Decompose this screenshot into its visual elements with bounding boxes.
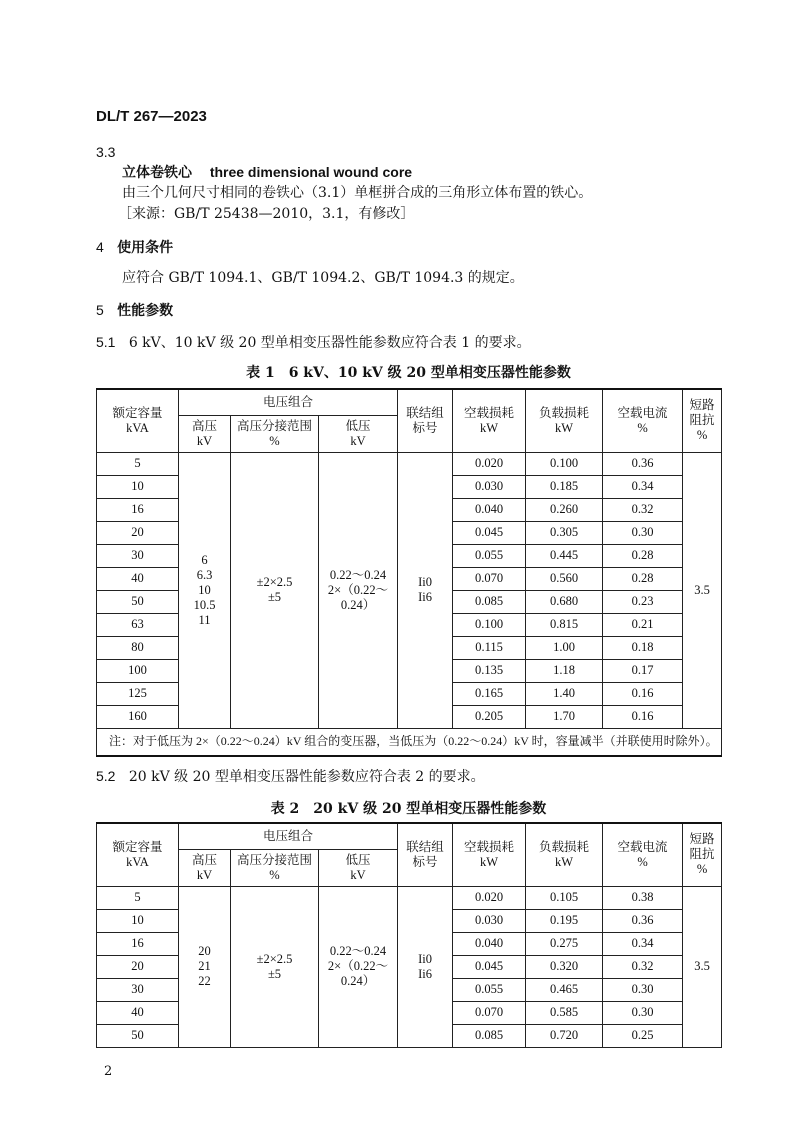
header-voltage-group: 电压组合 <box>179 823 398 849</box>
cell-capacity: 10 <box>97 475 179 498</box>
cell-capacity: 160 <box>97 705 179 728</box>
cell-hv: 6 6.3 10 10.5 11 <box>179 452 231 728</box>
document-id: DL/T 267—2023 <box>96 108 207 125</box>
table-1 <box>96 388 722 757</box>
cell-noload-current: 0.16 <box>603 705 683 728</box>
cell-noload-loss: 0.085 <box>453 590 526 613</box>
cell-noload-loss: 0.055 <box>453 544 526 567</box>
cell-connection: Ii0 Ii6 <box>398 452 453 728</box>
cell-noload-loss: 0.055 <box>453 978 526 1001</box>
cell-load-loss: 1.18 <box>526 659 603 682</box>
header-lv: 低压 kV <box>319 415 398 452</box>
cell-noload-current: 0.30 <box>603 1001 683 1024</box>
cell-load-loss: 1.00 <box>526 636 603 659</box>
cell-hv: 20 21 22 <box>179 886 231 1047</box>
cell-noload-loss: 0.040 <box>453 498 526 521</box>
header-noload-current: 空载电流 % <box>603 389 683 452</box>
header-load-loss: 负载损耗 kW <box>526 389 603 452</box>
header-noload-loss: 空载损耗 kW <box>453 823 526 886</box>
cell-noload-current: 0.18 <box>603 636 683 659</box>
header-impedance: 短路 阻抗 % <box>683 823 722 886</box>
clause-5-2-number: 5.2 <box>96 768 116 784</box>
cell-connection: Ii0 Ii6 <box>398 886 453 1047</box>
header-noload-current: 空载电流 % <box>603 823 683 886</box>
cell-load-loss: 0.720 <box>526 1024 603 1047</box>
cell-capacity: 5 <box>97 452 179 475</box>
cell-noload-current: 0.32 <box>603 955 683 978</box>
cell-noload-current: 0.36 <box>603 452 683 475</box>
cell-capacity: 30 <box>97 544 179 567</box>
cell-load-loss: 1.40 <box>526 682 603 705</box>
clause-5-1-text: 6 kV、10 kV 级 20 型单相变压器性能参数应符合表 1 的要求。 <box>128 335 531 351</box>
cell-capacity: 5 <box>97 886 179 909</box>
clause-5-2 <box>96 766 485 787</box>
table-row <box>97 886 722 909</box>
cell-load-loss: 0.305 <box>526 521 603 544</box>
cell-noload-current: 0.28 <box>603 544 683 567</box>
header-capacity: 额定容量 kVA <box>97 389 179 452</box>
cell-lv: 0.22～0.24 2×（0.22～ 0.24） <box>319 452 398 728</box>
cell-load-loss: 0.260 <box>526 498 603 521</box>
header-hv: 高压 kV <box>179 849 231 886</box>
section-5-heading <box>96 300 173 321</box>
cell-capacity: 63 <box>97 613 179 636</box>
cell-capacity: 50 <box>97 1024 179 1047</box>
cell-load-loss: 0.815 <box>526 613 603 636</box>
header-connection: 联结组 标号 <box>398 823 453 886</box>
section-4-body: 应符合 GB/T 1094.1、GB/T 1094.2、GB/T 1094.3 的规定。 <box>122 270 524 286</box>
header-tap: 高压分接范围 % <box>231 849 319 886</box>
page-number: 2 <box>104 1064 113 1079</box>
cell-load-loss: 0.465 <box>526 978 603 1001</box>
header-connection: 联结组 标号 <box>398 389 453 452</box>
cell-capacity: 30 <box>97 978 179 1001</box>
cell-noload-loss: 0.115 <box>453 636 526 659</box>
cell-noload-current: 0.30 <box>603 521 683 544</box>
cell-load-loss: 0.445 <box>526 544 603 567</box>
cell-load-loss: 0.560 <box>526 567 603 590</box>
cell-capacity: 40 <box>97 567 179 590</box>
cell-load-loss: 0.680 <box>526 590 603 613</box>
term-en: three dimensional wound core <box>209 164 413 180</box>
cell-noload-loss: 0.085 <box>453 1024 526 1047</box>
cell-noload-current: 0.34 <box>603 932 683 955</box>
header-lv: 低压 kV <box>319 849 398 886</box>
cell-impedance: 3.5 <box>683 452 722 728</box>
cell-noload-loss: 0.020 <box>453 452 526 475</box>
clause-5-1-number: 5.1 <box>96 334 116 350</box>
section-4-title: 使用条件 <box>117 240 174 256</box>
table-2-caption: 表 2 20 kV 级 20 型单相变压器性能参数 <box>270 801 547 817</box>
cell-load-loss: 1.70 <box>526 705 603 728</box>
cell-noload-loss: 0.040 <box>453 932 526 955</box>
cell-capacity: 100 <box>97 659 179 682</box>
cell-noload-loss: 0.100 <box>453 613 526 636</box>
cell-noload-loss: 0.045 <box>453 955 526 978</box>
header-load-loss: 负载损耗 kW <box>526 823 603 886</box>
cell-capacity: 10 <box>97 909 179 932</box>
cell-noload-loss: 0.070 <box>453 1001 526 1024</box>
clause-3-3-number: 3.3 <box>96 144 116 160</box>
cell-noload-loss: 0.030 <box>453 909 526 932</box>
cell-tap-range: ±2×2.5 ±5 <box>231 886 319 1047</box>
cell-capacity: 20 <box>97 521 179 544</box>
cell-noload-loss: 0.165 <box>453 682 526 705</box>
clause-5-2-text: 20 kV 级 20 型单相变压器性能参数应符合表 2 的要求。 <box>128 769 485 785</box>
term-source: ［来源：GB/T 25438—2010，3.1，有修改］ <box>118 206 415 222</box>
cell-noload-current: 0.23 <box>603 590 683 613</box>
cell-load-loss: 0.585 <box>526 1001 603 1024</box>
cell-tap-range: ±2×2.5 ±5 <box>231 452 319 728</box>
cell-load-loss: 0.100 <box>526 452 603 475</box>
cell-impedance: 3.5 <box>683 886 722 1047</box>
cell-noload-current: 0.25 <box>603 1024 683 1047</box>
section-5-title: 性能参数 <box>117 303 174 319</box>
cell-noload-current: 0.38 <box>603 886 683 909</box>
cell-capacity: 16 <box>97 932 179 955</box>
cell-noload-current: 0.30 <box>603 978 683 1001</box>
cell-capacity: 40 <box>97 1001 179 1024</box>
cell-noload-loss: 0.020 <box>453 886 526 909</box>
cell-capacity: 16 <box>97 498 179 521</box>
cell-noload-current: 0.34 <box>603 475 683 498</box>
header-capacity: 额定容量 kVA <box>97 823 179 886</box>
cell-noload-current: 0.16 <box>603 682 683 705</box>
header-voltage-group: 电压组合 <box>179 389 398 415</box>
term-heading <box>122 162 412 183</box>
cell-lv: 0.22～0.24 2×（0.22～ 0.24） <box>319 886 398 1047</box>
header-hv: 高压 kV <box>179 415 231 452</box>
cell-capacity: 80 <box>97 636 179 659</box>
cell-capacity: 50 <box>97 590 179 613</box>
clause-5-1 <box>96 332 531 353</box>
cell-noload-current: 0.36 <box>603 909 683 932</box>
cell-load-loss: 0.195 <box>526 909 603 932</box>
section-5-number: 5 <box>96 302 104 318</box>
section-4-number: 4 <box>96 239 104 255</box>
cell-capacity: 125 <box>97 682 179 705</box>
header-impedance: 短路 阻抗 % <box>683 389 722 452</box>
cell-load-loss: 0.185 <box>526 475 603 498</box>
cell-noload-loss: 0.205 <box>453 705 526 728</box>
table-1-caption: 表 1 6 kV、10 kV 级 20 型单相变压器性能参数 <box>246 365 571 381</box>
cell-load-loss: 0.320 <box>526 955 603 978</box>
cell-noload-loss: 0.070 <box>453 567 526 590</box>
term-cn: 立体卷铁心 <box>122 165 192 181</box>
table-2 <box>96 822 722 1048</box>
cell-capacity: 20 <box>97 955 179 978</box>
cell-noload-current: 0.21 <box>603 613 683 636</box>
header-tap: 高压分接范围 % <box>231 415 319 452</box>
cell-noload-current: 0.32 <box>603 498 683 521</box>
section-4-heading <box>96 237 173 258</box>
cell-noload-current: 0.28 <box>603 567 683 590</box>
cell-load-loss: 0.275 <box>526 932 603 955</box>
cell-noload-loss: 0.030 <box>453 475 526 498</box>
cell-noload-loss: 0.045 <box>453 521 526 544</box>
term-definition: 由三个几何尺寸相同的卷铁心（3.1）单框拼合成的三角形立体布置的铁心。 <box>122 185 593 201</box>
cell-noload-loss: 0.135 <box>453 659 526 682</box>
table-row <box>97 452 722 475</box>
table-1-note: 注：对于低压为 2×（0.22～0.24）kV 组合的变压器，当低压为（0.22～0.24）kV 时，容量减半（并联使用时除外）。 <box>97 728 722 756</box>
header-noload-loss: 空载损耗 kW <box>453 389 526 452</box>
cell-noload-current: 0.17 <box>603 659 683 682</box>
cell-load-loss: 0.105 <box>526 886 603 909</box>
